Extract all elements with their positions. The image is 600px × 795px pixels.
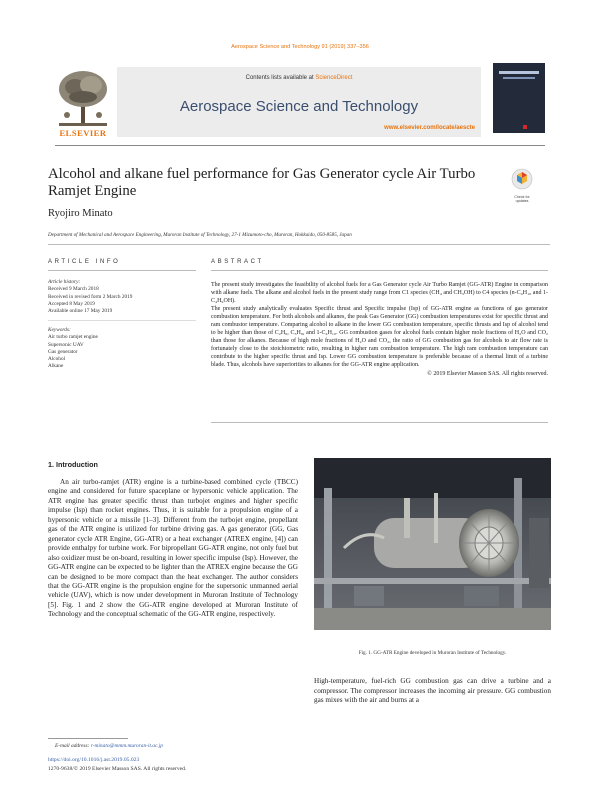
publisher-name: ELSEVIER <box>59 128 107 138</box>
article-title: Alcohol and alkane fuel performance for Gas Generator cycle Air Turbo Ramjet Engine <box>48 166 476 199</box>
sciencedirect-link[interactable]: ScienceDirect <box>315 75 353 81</box>
header-divider <box>55 145 545 146</box>
introduction-column-2: High-temperature, fuel-rich GG combustion gas can drive a turbine and a compressor. The compressor increases the incoming air pressure. GG combustion gas mixes with the air and burns at a <box>314 677 551 704</box>
keyword-item: Alcohol <box>48 356 66 363</box>
doi-link[interactable]: https://doi.org/10.1016/j.ast.2019.05.023 <box>48 757 140 763</box>
history-revised: Received in revised form 2 March 2019 <box>48 293 133 300</box>
history-received: Received 9 March 2018 <box>48 286 99 293</box>
article-info-divider <box>48 270 196 271</box>
article-author: Ryojiro Minato <box>48 208 113 219</box>
article-info-heading: ARTICLE INFO <box>48 259 121 265</box>
check-updates-icon <box>511 168 533 190</box>
figure-1-caption: Fig. 1. GG-ATR Engine developed in Muroran Institute of Technology. <box>358 650 507 656</box>
journal-homepage <box>117 125 481 131</box>
keyword-item: Gas generator <box>48 348 78 355</box>
abstract-body <box>211 281 548 378</box>
contents-line <box>117 75 481 81</box>
abstract-divider <box>211 422 548 423</box>
journal-header <box>55 61 545 141</box>
journal-banner <box>117 67 481 137</box>
keywords-divider <box>48 320 196 321</box>
section-heading-introduction: 1. Introduction <box>48 460 98 469</box>
keywords-label: Keywords: <box>48 327 71 333</box>
check-updates-label: Check for updates <box>514 195 530 203</box>
affiliation-divider <box>48 244 550 245</box>
keyword-item: Alkane <box>48 363 64 370</box>
abstract-copyright: © 2019 Elsevier Masson SAS. All rights reserved. <box>427 370 548 377</box>
footer-copyright: 1270-9638/© 2019 Elsevier Masson SAS. All rights reserved. <box>48 766 187 772</box>
figure-1-photo <box>314 458 551 630</box>
history-online: Available online 17 May 2019 <box>48 308 113 315</box>
keyword-item: Supersonic UAV <box>48 341 84 348</box>
abstract-paragraph-2: The present study analytically evaluates Specific thrust and Specific impulse (Isp) of GG-ATR engine as functions of gas generator combustion temperature. For both alcohols and alkanes, the peak Gas Generator (GG) combustion temperatures exist for specific thrust and ram combustor temperature. Comparing alcohol to alkane in the lower GG combustion temperature, specific thrusts and Isp of alcohol tend to be higher than those of C₂H₆, C₃H₈, and 1-C₄H₁₀. GG combustion gases for alcohol fuels contain higher mole fractions of H₂O and CO₂ than those for alkanes. Because of high mole fractions of H₂O and CO₂, the ratio of GG combustion gas for alcohols to air flow rate is fortunately close to the stoichiometric ratio, resulting in higher ram combustion temperature. The high ram combustion temperature can contribute to the higher specific thrust and Isp. Lower GG combustion temperature is preferable because of a thermal limit of a turbine blade. Thus, alcohols have superiorities to alkanes for the GG-ATR engine application. <box>211 306 548 369</box>
author-email <box>55 743 163 749</box>
check-for-updates-button[interactable] <box>511 168 533 203</box>
cover-strip-2 <box>503 77 535 79</box>
cover-mark <box>523 125 527 129</box>
journal-homepage-link[interactable]: www.elsevier.com/locate/aescte <box>384 125 475 131</box>
contents-prefix: Contents lists available at <box>245 75 314 81</box>
abstract-paragraph-1: The present study investigates the feasibility of alcohol fuels for a Gas Generator cycle Air Turbo Ramjet (GG-ATR) Engine in comparison with alkane fuels. The alkane and alcohol fuels in the present study range from C1 species (CH₄ and CH₃OH) to C4 species (n-C₄H₁₀ and 1-C₄H₉OH). <box>211 282 548 305</box>
abstract-heading: ABSTRACT <box>211 259 264 265</box>
history-accepted: Accepted 8 May 2019 <box>48 300 95 307</box>
introduction-body <box>48 478 298 620</box>
journal-title: Aerospace Science and Technology <box>179 98 419 115</box>
author-affiliation: Department of Mechanical and Aerospace Engineering, Muroran Institute of Technology, 27-1 Mizumoto-cho, Muroran, Hokkaido, 050-8585, Japan <box>48 232 352 238</box>
journal-cover-image <box>493 63 545 133</box>
keyword-item: Air turbo ramjet engine <box>48 334 98 341</box>
keywords-list <box>48 327 196 371</box>
cover-strip <box>499 71 539 74</box>
abstract-heading-divider <box>211 270 548 271</box>
introduction-paragraph-1: An air turbo-ramjet (ATR) engine is a turbine-based combined cycle (TBCC) engine and considered for future spaceplane or hypersonic vehicle application. The ATR engine has greater specific thrust than turbojet engines and higher specific impulse (Isp) than rocket engines. Thus, it is suitable for a propulsion engine of a hypersonic vehicle or a missile [1–3]. Different from the turbojet engine, propellant gas of the ATR engine is utilized for turbine driving gas. A gas generator (GG, Gas generator cycle ATR Engine, GG-ATR) or a heat exchanger (ATREX engine, [4]) can provide enthalpy for turbine work. For bipropellant GG-ATR engine, not only fuel but also oxidizer must be on-board, resulting in lower specific impulse (Isp). However, the GG-ATR engine can be expected to be lighter than the ATREX engine because the GG can be designed to be more compact than the heat exchanger. The author considers that the GG-ATR engine is the propulsion engine for the supersonic unmanned aerial vehicle (UAV), which is now under development in Muroran Institute of Technology [5]. Fig. 1 and 2 show the GG-ATR engine developed at Muroran Institute of Technology and the conceptual schematic of the GG-ATR engine, respectively. <box>48 478 298 619</box>
history-label: Article history: <box>48 279 81 285</box>
article-history <box>48 279 196 315</box>
email-link[interactable]: r-minato@mmm.muroran-it.ac.jp <box>90 743 163 749</box>
email-label: E-mail address: <box>55 743 90 749</box>
footnote-divider <box>48 738 128 739</box>
journal-reference[interactable]: Aerospace Science and Technology 91 (2019) 337–356 <box>231 44 369 50</box>
